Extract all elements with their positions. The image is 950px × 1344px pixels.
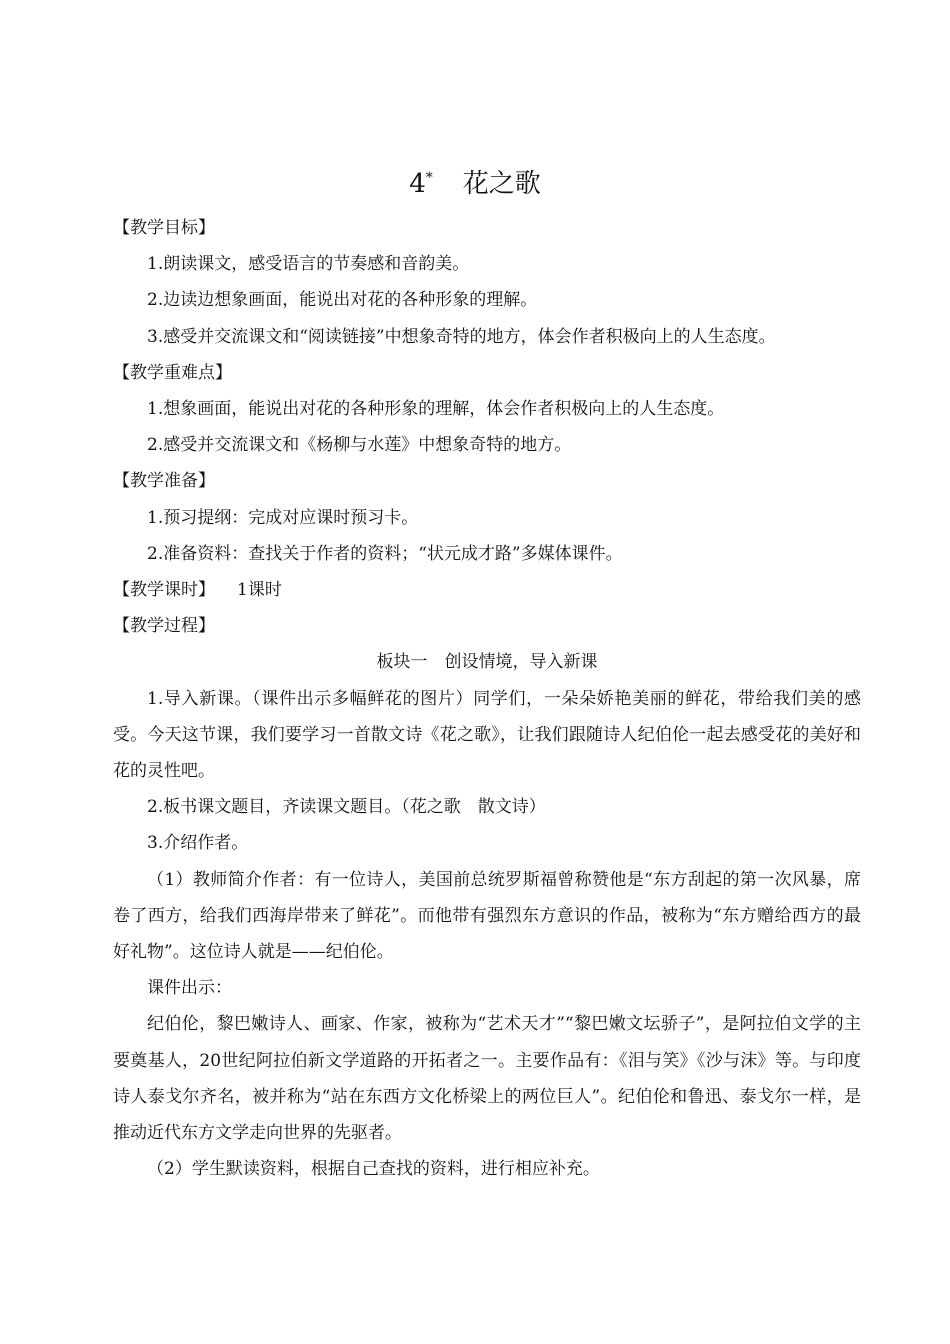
hours-value: 1课时 — [237, 580, 282, 601]
hours-line — [113, 572, 861, 608]
process-paragraph: 纪伯伦，黎巴嫩诗人、画家、作家，被称为“艺术天才”“黎巴嫩文坛骄子”，是阿拉伯文学的主要奠基人，20世纪阿拉伯新文学道路的开拓者之一。主要作品有：《泪与笑》《沙与沫》等。与印度诗人泰戈尔齐名，被并称为“站在东西方文化桥梁上的两位巨人”。纪伯伦和鲁迅、泰戈尔一样，是推动近代东方文学走向世界的先驱者。 — [113, 1014, 861, 1144]
process-paragraph: 3.介绍作者。 — [147, 833, 249, 854]
preparation-heading: 【教学准备】 — [113, 471, 215, 492]
process-paragraph: （1）教师简介作者：有一位诗人，美国前总统罗斯福曾称赞他是“东方刮起的第一次风暴，席卷了西方，给我们西海岸带来了鲜花”。而他带有强烈东方意识的作品，被称为“东方赠给西方的最好礼物”。这位诗人就是——纪伯伦。 — [113, 869, 861, 963]
process-paragraph: 1.导入新课。（课件出示多幅鲜花的图片）同学们，一朵朵娇艳美丽的鲜花，带给我们美的感受。今天这节课，我们要学习一首散文诗《花之歌》，让我们跟随诗人纪伯伦一起去感受花的美好和花的灵性吧。 — [113, 688, 861, 782]
lesson-number: 4 — [409, 169, 426, 199]
document-body — [113, 210, 861, 1187]
preparation-item: 1.预习提纲：完成对应课时预习卡。 — [147, 507, 419, 528]
process-paragraph: 课件出示： — [147, 978, 232, 999]
objective-item: 2.边读边想象画面，能说出对花的各种形象的理解。 — [147, 290, 538, 311]
key-point-item: 1.想象画面，能说出对花的各种形象的理解，体会作者积极向上的人生态度。 — [147, 399, 725, 420]
process-paragraph: （2）学生默读资料，根据自己查找的资料，进行相应补充。 — [147, 1159, 600, 1180]
process-heading: 【教学过程】 — [113, 616, 215, 637]
hours-heading: 【教学课时】 — [113, 580, 215, 601]
key-points-heading: 【教学重难点】 — [113, 362, 232, 383]
objective-item: 1.朗读课文，感受语言的节奏感和音韵美。 — [147, 254, 470, 275]
key-point-item: 2.感受并交流课文和《杨柳与水莲》中想象奇特的地方。 — [147, 435, 572, 456]
preparation-item: 2.准备资料：查找关于作者的资料；“状元成才路”多媒体课件。 — [147, 543, 623, 564]
objectives-heading: 【教学目标】 — [113, 218, 215, 238]
objective-item: 3.感受并交流课文和“阅读链接”中想象奇特的地方，体会作者积极向上的人生态度。 — [147, 326, 776, 347]
process-paragraph: 2.板书课文题目，齐读课文题目。（花之歌 散文诗） — [147, 797, 546, 818]
section-title: 板块一 创设情境，导入新课 — [376, 652, 598, 673]
lesson-title — [0, 160, 950, 202]
lesson-mark: * — [425, 170, 433, 186]
lesson-title-text: 花之歌 — [462, 169, 541, 199]
